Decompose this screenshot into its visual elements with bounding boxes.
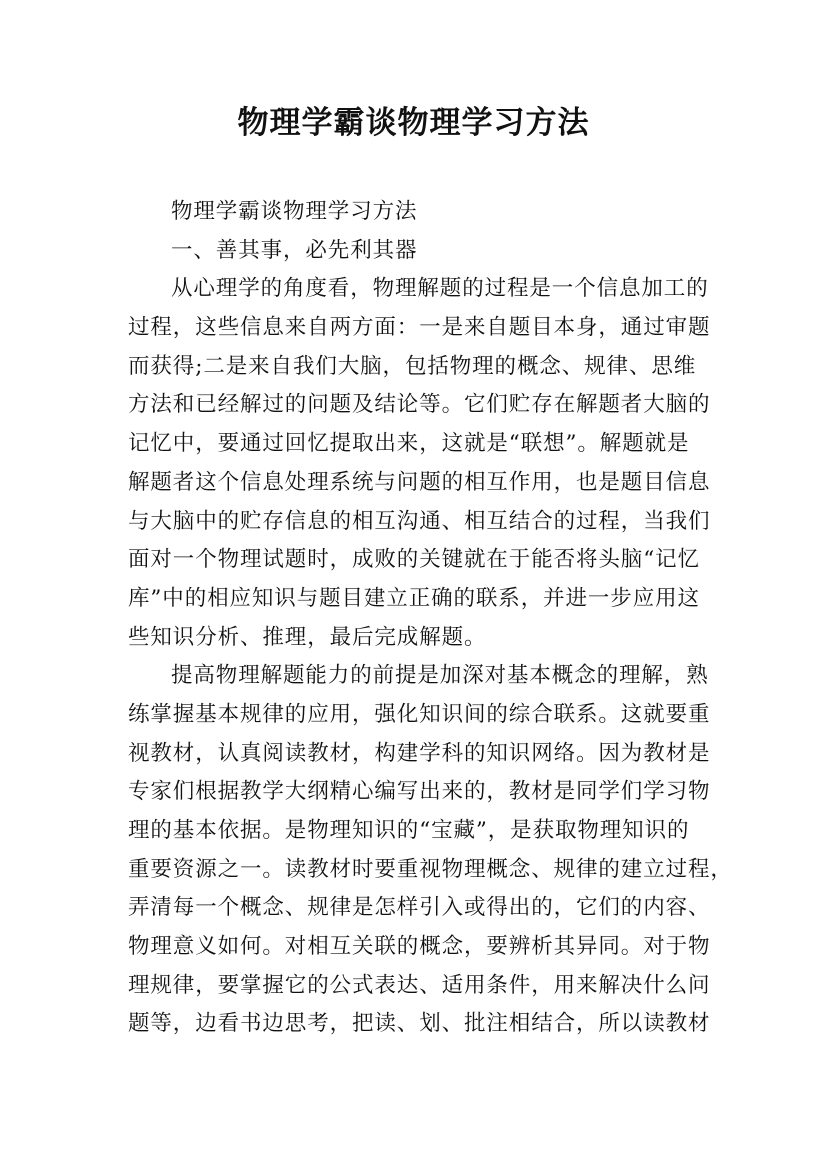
- body-line: 方法和已经解过的问题及结论等。它们贮存在解题者大脑的: [128, 392, 711, 418]
- body-line: 与大脑中的贮存信息的相互沟通、相互结合的过程，当我们: [128, 508, 711, 534]
- body-line: 提高物理解题能力的前提是加深对基本概念的理解，熟: [171, 663, 709, 689]
- body-line: 理的基本依据。是物理知识的“宝藏”，是获取物理知识的: [128, 818, 690, 843]
- body-line: 过程，这些信息来自两方面：一是来自题目本身，通过审题: [128, 315, 711, 341]
- body-line: 题等，边看书边思考，把读、划、批注相结合，所以读教材: [128, 1011, 711, 1037]
- body-line: 些知识分析、推理，最后完成解题。: [128, 624, 487, 650]
- body-line: 物理意义如何。对相互关联的概念，要辨析其异同。对于物: [128, 934, 711, 960]
- body-line: 面对一个物理试题时，成败的关键就在于能否将头脑“记忆: [128, 547, 700, 573]
- body-line: 重要资源之一。读教材时要重视物理概念、规律的建立过程，: [128, 856, 733, 882]
- body-line: 练掌握基本规律的应用，强化知识间的综合联系。这就要重: [128, 701, 711, 727]
- body-line: 理规律，要掌握它的公式表达、适用条件，用来解决什么问: [128, 972, 711, 998]
- body-line: 弄清每一个概念、规律是怎样引入或得出的，它们的内容、: [128, 895, 711, 921]
- body-line: 库”中的相应知识与题目建立正确的联系，并进一步应用这: [128, 585, 700, 611]
- body-line: 解题者这个信息处理系统与问题的相互作用，也是题目信息: [128, 469, 711, 495]
- document-body: [128, 193, 733, 1044]
- body-line: 视教材，认真阅读教材，构建学科的知识网络。因为教材是: [128, 740, 711, 766]
- body-line: 专家们根据教学大纲精心编写出来的，教材是同学们学习物: [128, 779, 711, 805]
- body-line: 从心理学的角度看，物理解题的过程是一个信息加工的: [171, 276, 709, 302]
- document-title: 物理学霸谈物理学习方法: [237, 105, 590, 141]
- body-line: 一、善其事，必先利其器: [171, 237, 418, 263]
- body-line: 物理学霸谈物理学习方法: [171, 199, 418, 224]
- body-line: 而获得;二是来自我们大脑，包括物理的概念、规律、思维: [128, 353, 697, 379]
- body-line: 记忆中，要通过回忆提取出来，这就是“联想”。解题就是: [128, 431, 690, 457]
